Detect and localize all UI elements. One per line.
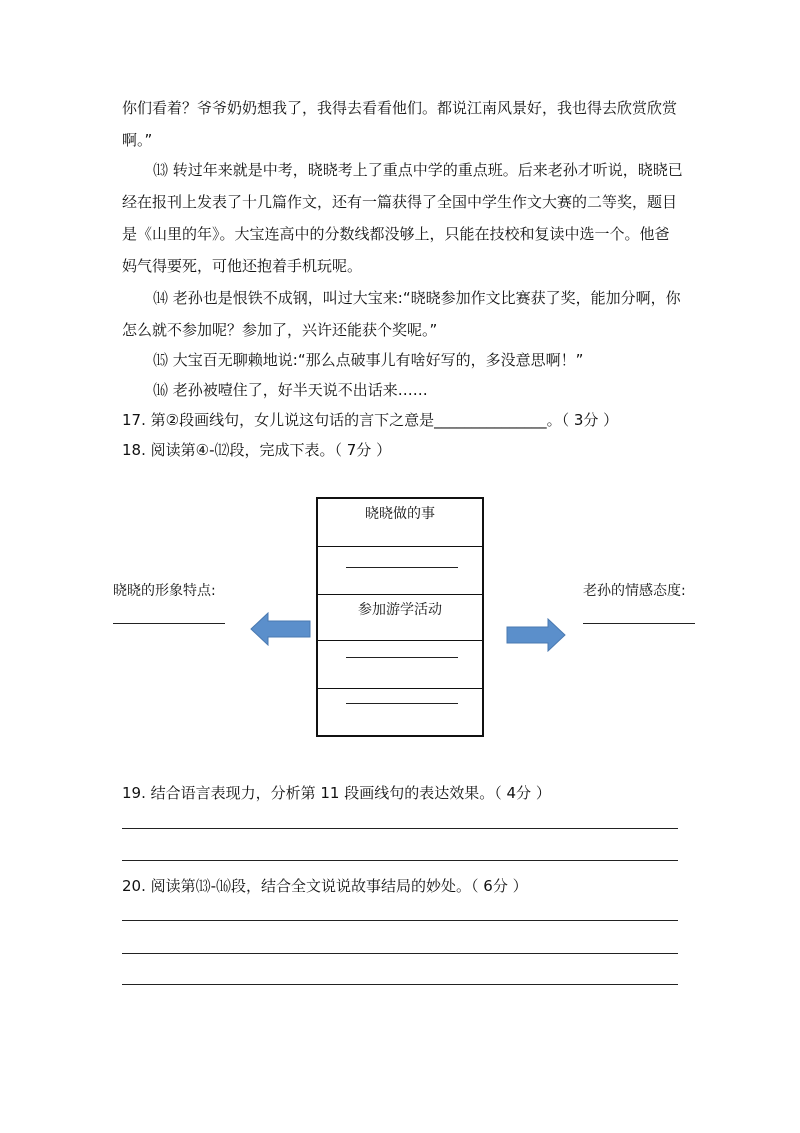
paragraph-14-line: 怎么就不参加呢？参加了，兴许还能获个奖呢。”: [122, 321, 438, 339]
question-18: 18. 阅读第④-⑿段，完成下表。（ 7分 ）: [122, 441, 392, 459]
paragraph-16-line: ⒃ 老孙被噎住了，好半天说不出话来……: [153, 381, 428, 399]
left-answer-blank[interactable]: [113, 623, 225, 624]
right-answer-blank[interactable]: [583, 623, 695, 624]
table-row-5: [318, 689, 482, 735]
left-label: 晓晓的形象特点:: [113, 583, 216, 599]
table-row-4: [318, 641, 482, 689]
answer-line[interactable]: [122, 860, 678, 861]
events-table: [316, 497, 484, 737]
question-19: 19. 结合语言表现力，分析第 11 段画线句的表达效果。（ 4分 ）: [122, 784, 551, 802]
right-arrow-icon: [506, 618, 566, 652]
paragraph-13-line: 经在报刊上发表了十几篇作文，还有一篇获得了全国中学生作文大赛的二等奖，题目: [122, 193, 678, 211]
question-20: 20. 阅读第⒀-⒃段，结合全文说说故事结局的妙处。（ 6分 ）: [122, 877, 528, 895]
answer-line[interactable]: [122, 984, 678, 985]
question-17: 17. 第②段画线句，女儿说这句话的言下之意是_______________。（ 3分 ）: [122, 411, 619, 429]
table-row-3: [318, 595, 482, 641]
right-label: 老孙的情感态度:: [583, 583, 686, 599]
table-header: 晓晓做的事: [365, 506, 435, 522]
paragraph-13-line: ⒀ 转过年来就是中考，晓晓考上了重点中学的重点班。后来老孙才听说，晓晓已: [153, 161, 683, 179]
table-row-label: 参加游学活动: [358, 602, 442, 618]
table-row-2: [318, 547, 482, 595]
paragraph-15-line: ⒂ 大宝百无聊赖地说:“那么点破事儿有啥好写的，多没意思啊！”: [153, 351, 584, 369]
answer-line[interactable]: [122, 920, 678, 921]
answer-blank[interactable]: [346, 567, 458, 568]
answer-blank[interactable]: [346, 657, 458, 658]
answer-blank[interactable]: [346, 703, 458, 704]
passage-line: 啊。”: [122, 131, 153, 149]
answer-line[interactable]: [122, 953, 678, 954]
answer-line[interactable]: [122, 828, 678, 829]
passage-line: 你们看着？爷爷奶奶想我了，我得去看看他们。都说江南风景好，我也得去欣赏欣赏: [122, 99, 678, 117]
left-arrow-icon: [250, 612, 312, 646]
paragraph-13-line: 是《山里的年》。大宝连高中的分数线都没够上，只能在技校和复读中选一个。他爸: [122, 225, 670, 243]
table-header-cell: [318, 499, 482, 547]
paragraph-13-line: 妈气得要死，可他还抱着手机玩呢。: [122, 257, 363, 275]
paragraph-14-line: ⒁ 老孙也是恨铁不成钢，叫过大宝来:“晓晓参加作文比赛获了奖，能加分啊，你: [153, 289, 681, 307]
